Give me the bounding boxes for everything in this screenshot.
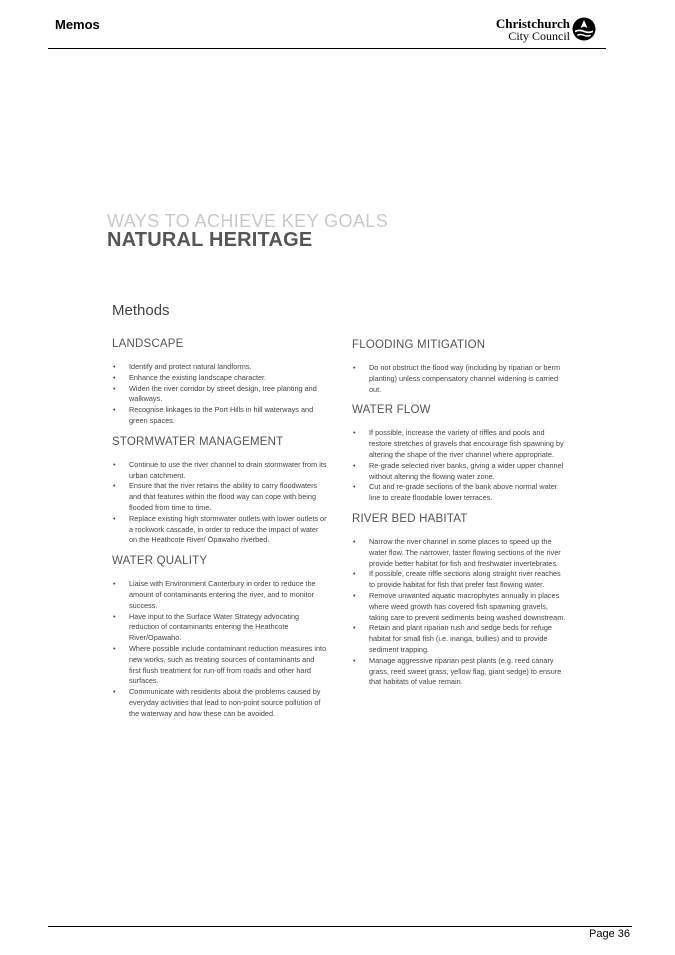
page-heading: NATURAL HERITAGE <box>107 229 313 251</box>
logo-line-1: Christchurch <box>495 16 570 31</box>
list-item: • Recognise linkages to the Port Hills in hill waterways and green spaces. <box>113 405 314 425</box>
river-bed-habitat-list <box>352 537 567 688</box>
list-item: • Continue to use the river channel to drain stormwater from its urban catchment. <box>113 459 327 480</box>
logo-line-2: City Council <box>508 29 570 43</box>
list-item: • Replace existing high stormwater outlets with lower outlets or a rockwork cascade, in order to reduce the impact of water on the Heathcote River/ Ōpawaho riverbed. <box>113 513 327 545</box>
christchurch-city-council-logo-icon <box>572 17 596 41</box>
stormwater-list <box>112 460 327 546</box>
footer-divider <box>48 926 632 927</box>
list-item: • Enhance the existing landscape character. <box>113 372 267 382</box>
landscape-list <box>112 362 327 427</box>
section-title-stormwater: STORMWATER MANAGEMENT <box>112 435 284 448</box>
flooding-list <box>352 363 567 395</box>
methods-heading: Methods <box>112 302 170 319</box>
section-title-flooding: FLOODING MITIGATION <box>352 339 486 351</box>
section-title-water-flow: WATER FLOW <box>352 404 431 417</box>
list-item: • Identify and protect natural landforms. <box>113 362 252 371</box>
water-flow-list <box>352 428 567 504</box>
list-item: • Narrow the river channel in some places to speed up the water flow. The narrower, faster flowing sections of the river provide better habitat for fish and freshwater invertebrates. <box>353 536 561 568</box>
list-item: • Manage aggressive riparian pest plants (e.g. reed canary grass, reed sweet grass, yellow flag, giant sedge) to ensure that habitats of value remain. <box>353 655 562 687</box>
list-item: • Re-grade selected river banks, giving a wider upper channel without altering the flowing water zone. <box>353 460 564 481</box>
page-number: Page 36 <box>589 928 630 940</box>
list-item: • Widen the river corridor by street design, tree planting and walkways. <box>113 383 317 404</box>
section-kicker: WAYS TO ACHIEVE KEY GOALS <box>107 211 389 231</box>
list-item: • Remove unwanted aquatic macrophytes annually in places where weed growth has covered fish spawning gravels, taking care to prevent sediments being washed downstream. <box>353 590 566 622</box>
header-divider <box>48 48 606 49</box>
section-title-water-quality: WATER QUALITY <box>112 555 208 568</box>
list-item: • Liaise with Environment Canterbury in order to reduce the amount of contaminants entering the river, and to monitor success. <box>113 579 316 610</box>
list-item: • Retain and plant riparian rush and sedge beds for refuge habitat for small fish (i.e. inanga, bullies) and to provide sediment trapping. <box>353 623 552 654</box>
list-item: • If possible, increase the variety of riffles and pools and restore stretches of gravels that encourage fish spawning by altering the shape of the river channel where appropriate. <box>353 428 564 459</box>
list-item: • If possible, create riffle sections along straight river reaches to provide habitat for fish that prefer fast flowing water. <box>353 569 561 590</box>
memo-header-title: Memos <box>55 17 100 32</box>
right-column <box>352 339 567 697</box>
list-item: • Communicate with residents about the problems caused by everyday activities that lead to non-point source pollution of the waterway and how these can be avoided. <box>113 687 321 718</box>
list-item: • Have input to the Surface Water Strategy advocating reduction of contaminants entering the Heathcote River/Opawaho. <box>113 611 300 643</box>
list-item: • Ensure that the river retains the ability to carry floodwaters and that features within the flood way can cope with being flooded from time to time. <box>113 481 318 512</box>
left-column <box>112 338 327 729</box>
list-item: • Cut and re-grade sections of the bank above normal water line to create floodable lower terraces. <box>353 482 558 503</box>
water-quality-list <box>112 579 327 719</box>
section-title-landscape: LANDSCAPE <box>112 338 184 350</box>
list-item: • Do not obstruct the flood way (including by riparian or berm planting) unless compensatory channel widening is carried out. <box>353 363 561 394</box>
list-item: • Where possible include contaminant reduction measures into new works, such as treating sources of contaminants and first flush treatment for run-off from roads and other hard surfaces. <box>113 643 327 686</box>
section-title-river-bed-habitat: RIVER BED HABITAT <box>352 512 468 525</box>
council-logo <box>494 16 598 44</box>
